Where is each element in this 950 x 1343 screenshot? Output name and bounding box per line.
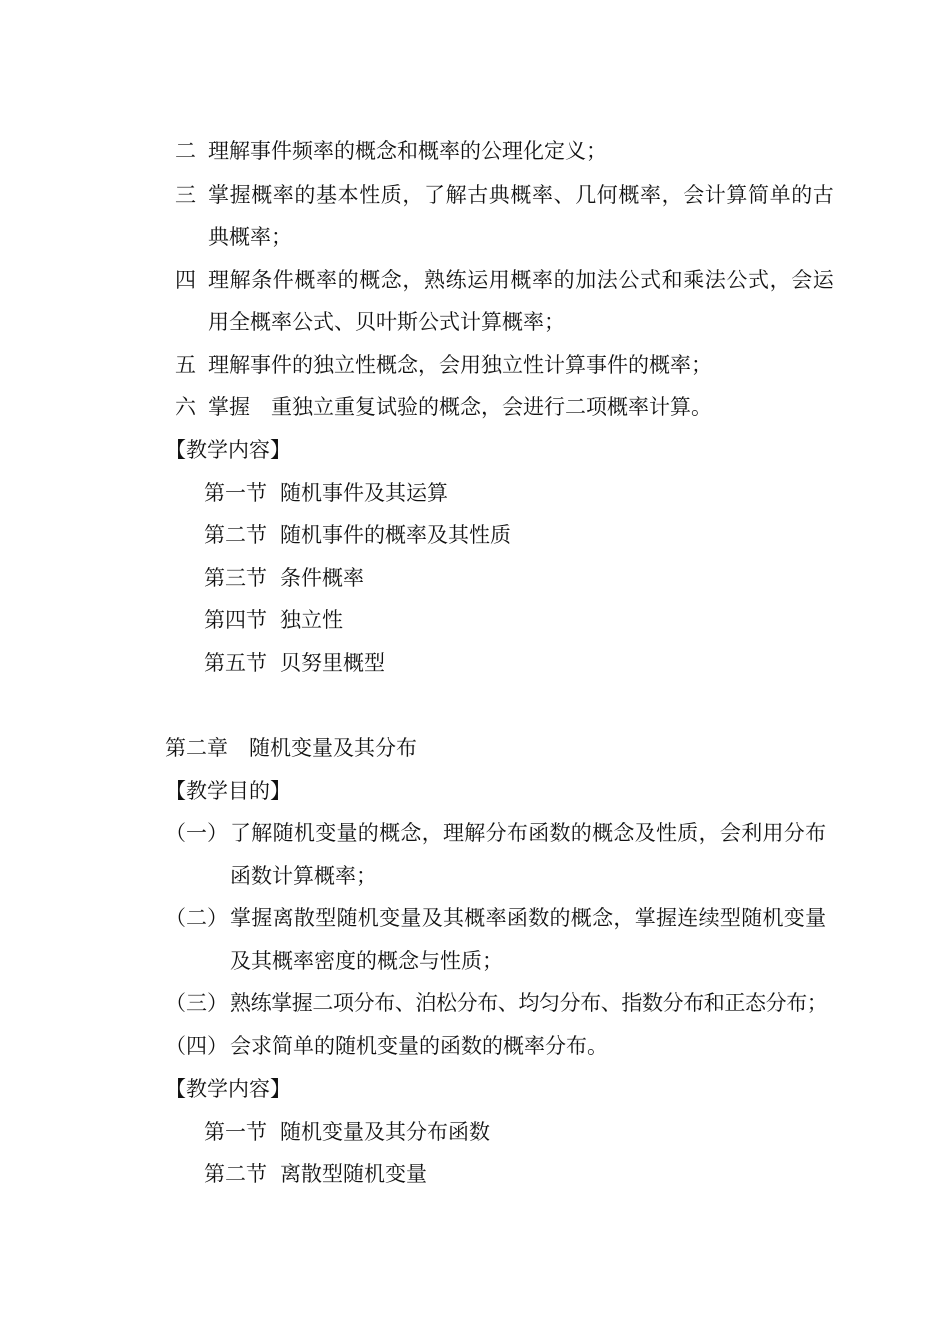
aims-heading: 【教学目的】 bbox=[165, 779, 291, 803]
section-item bbox=[204, 478, 448, 508]
section-title: 随机事件及其运算 bbox=[280, 481, 448, 505]
aim-item bbox=[165, 1031, 608, 1061]
objective-text: 掌握概率的基本性质，了解古典概率、几何概率，会计算简单的古 bbox=[208, 183, 835, 207]
objective-marker: 二 bbox=[175, 139, 196, 163]
section-number: 第五节 bbox=[204, 651, 267, 675]
section-item bbox=[204, 1159, 427, 1189]
aim-marker: （二） bbox=[165, 906, 228, 930]
aim-text: 会求简单的随机变量的函数的概率分布。 bbox=[230, 1034, 608, 1058]
section-item bbox=[204, 648, 385, 678]
objective-item bbox=[175, 265, 835, 295]
section-number: 第二节 bbox=[204, 523, 267, 547]
aim-text: 了解随机变量的概念，理解分布函数的概念及性质，会利用分布 bbox=[230, 821, 827, 845]
section-title: 离散型随机变量 bbox=[280, 1162, 427, 1186]
section-title: 随机事件的概率及其性质 bbox=[280, 523, 511, 547]
section-number: 第一节 bbox=[204, 1120, 267, 1144]
objective-item bbox=[175, 180, 835, 210]
objective-continuation: 用全概率公式、贝叶斯公式计算概率； bbox=[208, 310, 565, 334]
objective-marker: 四 bbox=[175, 268, 196, 292]
objective-marker: 六 bbox=[175, 395, 196, 419]
objective-continuation: 典概率； bbox=[208, 225, 292, 249]
aim-continuation: 函数计算概率； bbox=[230, 864, 377, 888]
chapter-title: 第二章 随机变量及其分布 bbox=[165, 736, 417, 760]
content-heading: 【教学内容】 bbox=[165, 438, 291, 462]
content-heading: 【教学内容】 bbox=[165, 1077, 291, 1101]
section-item bbox=[204, 1117, 490, 1147]
section-title: 随机变量及其分布函数 bbox=[280, 1120, 490, 1144]
aim-item bbox=[165, 818, 827, 848]
objective-item bbox=[175, 392, 712, 422]
section-title: 条件概率 bbox=[280, 566, 364, 590]
objective-item bbox=[175, 136, 607, 166]
objective-marker: 三 bbox=[175, 183, 196, 207]
section-number: 第三节 bbox=[204, 566, 267, 590]
aim-item bbox=[165, 988, 828, 1018]
aim-continuation: 及其概率密度的概念与性质； bbox=[230, 949, 503, 973]
objective-text: 掌握 重独立重复试验的概念，会进行二项概率计算。 bbox=[208, 395, 712, 419]
section-item bbox=[204, 563, 364, 593]
aim-text: 掌握离散型随机变量及其概率函数的概念，掌握连续型随机变量 bbox=[230, 906, 827, 930]
section-title: 独立性 bbox=[280, 608, 343, 632]
section-item bbox=[204, 605, 343, 635]
objective-marker: 五 bbox=[175, 353, 196, 377]
section-number: 第四节 bbox=[204, 608, 267, 632]
objective-text: 理解条件概率的概念，熟练运用概率的加法公式和乘法公式，会运 bbox=[208, 268, 835, 292]
section-item bbox=[204, 520, 511, 550]
aim-text: 熟练掌握二项分布、泊松分布、均匀分布、指数分布和正态分布； bbox=[230, 991, 828, 1015]
section-number: 第一节 bbox=[204, 481, 267, 505]
section-title: 贝努里概型 bbox=[280, 651, 385, 675]
aim-marker: （三） bbox=[165, 991, 228, 1015]
objective-item bbox=[175, 350, 712, 380]
aim-marker: （四） bbox=[165, 1034, 228, 1058]
objective-text: 理解事件的独立性概念，会用独立性计算事件的概率； bbox=[208, 353, 712, 377]
section-number: 第二节 bbox=[204, 1162, 267, 1186]
aim-item bbox=[165, 903, 827, 933]
aim-marker: （一） bbox=[165, 821, 228, 845]
objective-text: 理解事件频率的概念和概率的公理化定义； bbox=[208, 139, 607, 163]
